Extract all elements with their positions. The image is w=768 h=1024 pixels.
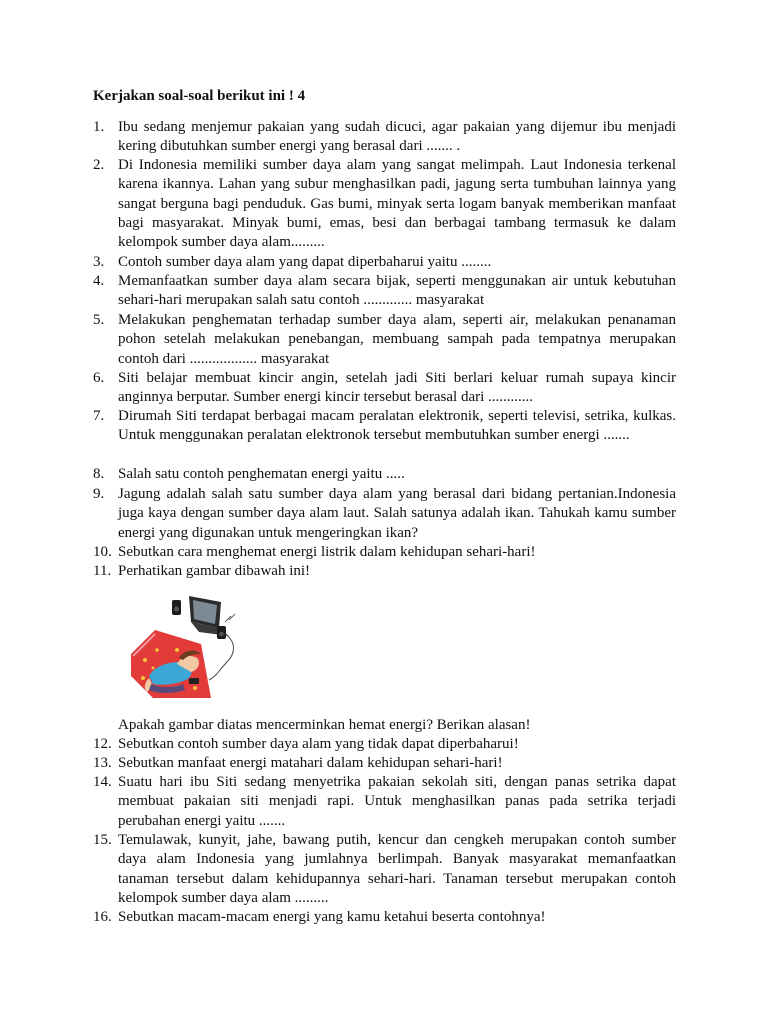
question-number: 11. xyxy=(93,563,112,579)
question-text: Salah satu contoh penghematan energi yaitu ..... xyxy=(118,466,405,482)
question-item xyxy=(93,369,676,408)
question-number: 8. xyxy=(93,466,105,482)
question-item xyxy=(93,908,676,927)
question-text: Temulawak, kunyit, jahe, bawang putih, kencur dan cengkeh merupakan contoh sumber daya alam Indonesia yang jumlahnya berlimpah. Banyak masyarakat memanfaatkan tanaman tersebut dalam kehidupannya sehari-hari. Tanaman tersebut merupakan contoh kelompok sumber daya alam ......... xyxy=(118,832,676,906)
child-sleeping-with-laptop-illustration xyxy=(125,592,250,703)
question-number: 9. xyxy=(93,486,105,502)
question-number: 5. xyxy=(93,312,105,328)
question-number: 10. xyxy=(93,544,112,560)
question-number: 7. xyxy=(93,408,105,424)
question-text: Sebutkan macam-macam energi yang kamu ketahui beserta contohnya! xyxy=(118,909,546,925)
question-number: 13. xyxy=(93,755,112,771)
question-number: 2. xyxy=(93,157,105,173)
question-text: Sebutkan manfaat energi matahari dalam kehidupan sehari-hari! xyxy=(118,755,503,771)
question-item xyxy=(93,485,676,543)
phone-icon xyxy=(189,678,199,684)
question-number: 6. xyxy=(93,370,105,386)
question-number: 3. xyxy=(93,254,105,270)
question-text: Memanfaatkan sumber daya alam secara bijak, seperti menggunakan air untuk kebutuhan sehari-hari merupakan salah satu contoh ............. masyarakat xyxy=(118,273,676,309)
question-number: 14. xyxy=(93,774,112,790)
question-item xyxy=(93,562,676,581)
question-item xyxy=(93,831,676,908)
question-text: Siti belajar membuat kincir angin, setelah jadi Siti berlari keluar rumah supaya kincir anginnya berputar. Sumber energi kincir tersebut berasal dari ............ xyxy=(118,370,676,406)
question-number: 1. xyxy=(93,119,105,135)
question-item xyxy=(93,735,676,754)
question-item xyxy=(93,311,676,369)
question-item xyxy=(93,543,676,562)
question-text: Di Indonesia memiliki sumber daya alam yang sangat melimpah. Laut Indonesia terkenal karena ikannya. Lahan yang subur menghasilkan padi, jagung serta tumbuhan lainnya yang sangat berguna bagi penduduk. Gas bumi, minyak serta logam banyak memberikan manfaat bagi masyarakat. Minyak bumi, emas, besi dan berbagai tambang termasuk ke dalam kelompok sumber daya alam......... xyxy=(118,157,676,251)
question-item xyxy=(93,156,676,252)
question-text: Sebutkan cara menghemat energi listrik dalam kehidupan sehari-hari! xyxy=(118,544,536,560)
question-item xyxy=(93,754,676,773)
question-text: Suatu hari ibu Siti sedang menyetrika pakaian sekolah siti, dengan panas setrika dapat membuat pakaian siti menjadi rapi. Untuk menghasilkan panas pada setrika terjadi perubahan energi yaitu ....... xyxy=(118,774,676,829)
question-text: Jagung adalah salah satu sumber daya alam yang berasal dari bidang pertanian.Indonesia juga kaya dengan sumber daya alam laut. Salah satunya adalah ikan. Tahukah kamu sumber energi yang digunakan untuk mengeringkan ikan? xyxy=(118,486,676,541)
question-number: 15. xyxy=(93,832,112,848)
question-item xyxy=(93,272,676,311)
question-item xyxy=(93,465,676,484)
question-text: Dirumah Siti terdapat berbagai macam peralatan elektronik, seperti televisi, setrika, kulkas. Untuk menggunakan peralatan elektronok tersebut membutuhkan sumber energi ....... xyxy=(118,408,676,444)
question-item xyxy=(93,407,676,446)
question-item xyxy=(93,118,676,157)
question-text: Sebutkan contoh sumber daya alam yang tidak dapat diperbaharui! xyxy=(118,736,519,752)
question-text: Melakukan penghematan terhadap sumber daya alam, seperti air, melakukan penanaman pohon setelah melakukan penebangan, membuang sampah pada tempatnya merupakan contoh dari .................. masyarakat xyxy=(118,312,676,367)
question-number: 4. xyxy=(93,273,105,289)
question-11-followup: Apakah gambar diatas mencerminkan hemat energi? Berikan alasan! xyxy=(118,717,531,733)
question-number: 16. xyxy=(93,909,112,925)
question-text: Ibu sedang menjemur pakaian yang sudah dicuci, agar pakaian yang dijemur ibu menjadi kering dibutuhkan sumber energi yang berasal dari ....... . xyxy=(118,119,676,155)
question-text: Contoh sumber daya alam yang dapat diperbaharui yaitu ........ xyxy=(118,254,492,270)
question-item xyxy=(93,253,676,272)
question-item xyxy=(93,773,676,831)
question-text: Perhatikan gambar dibawah ini! xyxy=(118,563,311,579)
question-number: 12. xyxy=(93,736,112,752)
page-title: Kerjakan soal-soal berikut ini ! 4 xyxy=(93,88,306,104)
